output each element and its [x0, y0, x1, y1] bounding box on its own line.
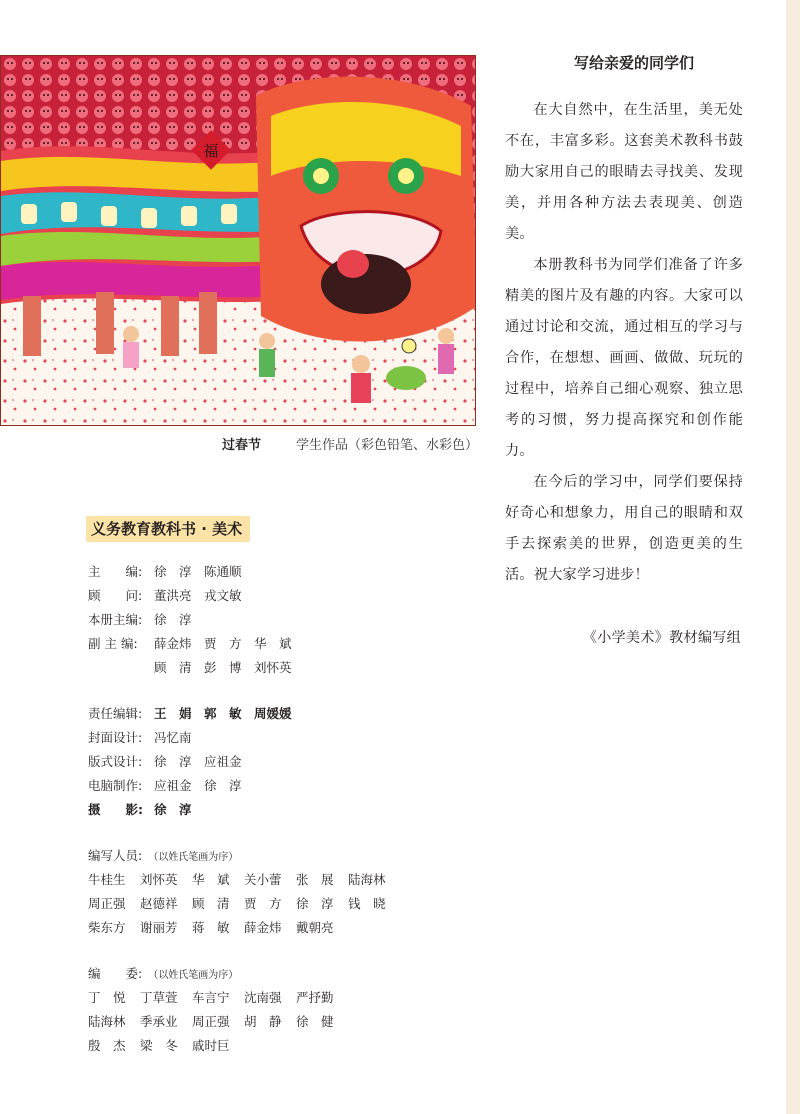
- committee-name: 季承业: [140, 1014, 178, 1029]
- committee-name: 梁 冬: [140, 1038, 178, 1053]
- committee-row: [88, 1034, 400, 1058]
- letter-paragraph-3: 在今后的学习中，同学们要保持好奇心和想象力，用自己的眼睛和双手去探索美的世界，创造更美的生活。祝大家学习进步！: [505, 474, 743, 583]
- layout-design-names: 徐 淳 应祖金: [154, 754, 242, 769]
- committee-name: 车言宁: [192, 990, 230, 1005]
- computer-production-names: 应祖金 徐 淳: [154, 778, 242, 793]
- writers-name: 顾 清: [192, 896, 230, 911]
- letter-to-students: [505, 52, 743, 654]
- writers-note: （以姓氏笔画为序）: [148, 852, 239, 863]
- deputy-editor-label: 副 主 编:: [88, 636, 138, 651]
- writers-name: 谢丽芳: [140, 920, 178, 935]
- responsible-editor-names: 王 娟 郭 敏 周媛媛: [154, 706, 292, 721]
- committee-name: 周正强: [192, 1014, 230, 1029]
- writers-name: 周正强: [88, 896, 126, 911]
- writers-name: 薛金炜: [244, 920, 282, 935]
- volume-editor-names: 徐 淳: [154, 612, 192, 627]
- credits-block: [88, 560, 400, 1058]
- photography-label: 摄 影:: [88, 802, 143, 817]
- committee-name: 殷 杰: [88, 1038, 126, 1053]
- writers-name: 张 展: [296, 872, 334, 887]
- committee-name: 丁草萱: [140, 990, 178, 1005]
- writers-name: 关小蕾: [244, 872, 282, 887]
- responsible-editor-label: 责任编辑:: [88, 706, 143, 721]
- chief-editor-names: 徐 淳 陈通顺: [154, 564, 242, 579]
- painting-title: 过春节: [222, 438, 262, 453]
- committee-name: 陆海林: [88, 1014, 126, 1029]
- writers-name: 蒋 敏: [192, 920, 230, 935]
- writers-label: 编写人员:: [88, 848, 143, 863]
- writers-name: 钱 晓: [348, 896, 386, 911]
- writers-name: 刘怀英: [140, 872, 178, 887]
- writers-name: 徐 淳: [296, 896, 334, 911]
- writers-row: [88, 892, 400, 916]
- letter-title: 写给亲爱的同学们: [573, 54, 694, 72]
- writers-name: 牛桂生: [88, 872, 126, 887]
- layout-design-label: 版式设计:: [88, 754, 143, 769]
- writers-name: 贾 方: [244, 896, 282, 911]
- advisor-names: 董洪亮 戎文敏: [154, 588, 242, 603]
- cover-design-names: 冯忆南: [154, 730, 192, 745]
- committee-row: [88, 1010, 400, 1034]
- volume-editor-label: 本册主编:: [88, 612, 143, 627]
- writers-row: [88, 868, 400, 892]
- writers-row: [88, 916, 400, 940]
- writers-name: 赵德祥: [140, 896, 178, 911]
- committee-note: （以姓氏笔画为序）: [148, 970, 239, 981]
- painting-subtitle: 学生作品（彩色铅笔、水彩色）: [296, 438, 479, 453]
- committee-name: 胡 静: [244, 1014, 282, 1029]
- advisor-label: 顾 问:: [88, 588, 143, 603]
- cover-design-label: 封面设计:: [88, 730, 143, 745]
- committee-row: [88, 986, 400, 1010]
- committee-name: 沈南强: [244, 990, 282, 1005]
- committee-name: 丁 悦: [88, 990, 126, 1005]
- committee-name: 徐 健: [296, 1014, 334, 1029]
- deputy-editor-names-2: 顾 清 彭 博 刘怀英: [154, 660, 292, 675]
- writers-name: 柴东方: [88, 920, 126, 935]
- photography-names: 徐 淳: [154, 802, 192, 817]
- letter-paragraph-2: 本册教科书为同学们准备了许多精美的图片及有趣的内容。大家可以通过讨论和交流，通过相互的学习与合作，在想想、画画、做做、玩玩的过程中，培养自己细心观察、独立思考的习惯，努力提高探究和创作能力。: [505, 257, 743, 459]
- letter-signature: 《小学美术》教材编写组: [582, 630, 741, 646]
- student-painting: [0, 55, 476, 426]
- fu-character: 福: [203, 142, 219, 160]
- book-title: 义务教育教科书 · 美术: [86, 516, 250, 542]
- computer-production-label: 电脑制作:: [88, 778, 143, 793]
- page-edge-strip: [786, 0, 800, 1114]
- committee-label: 编 委:: [88, 966, 143, 981]
- committee-name: 严抒勤: [296, 990, 334, 1005]
- writers-name: 戴朝亮: [296, 920, 334, 935]
- committee-name: 戚时巨: [192, 1038, 230, 1053]
- letter-paragraph-1: 在大自然中，在生活里，美无处不在，丰富多彩。这套美术教科书鼓励大家用自己的眼睛去寻找美、发现美，并用各种方法去表现美、创造美。: [505, 102, 743, 242]
- deputy-editor-names-1: 薛金炜 贾 方 华 斌: [154, 636, 292, 651]
- writers-name: 陆海林: [348, 872, 386, 887]
- chief-editor-label: 主 编:: [88, 564, 143, 579]
- writers-name: 华 斌: [192, 872, 230, 887]
